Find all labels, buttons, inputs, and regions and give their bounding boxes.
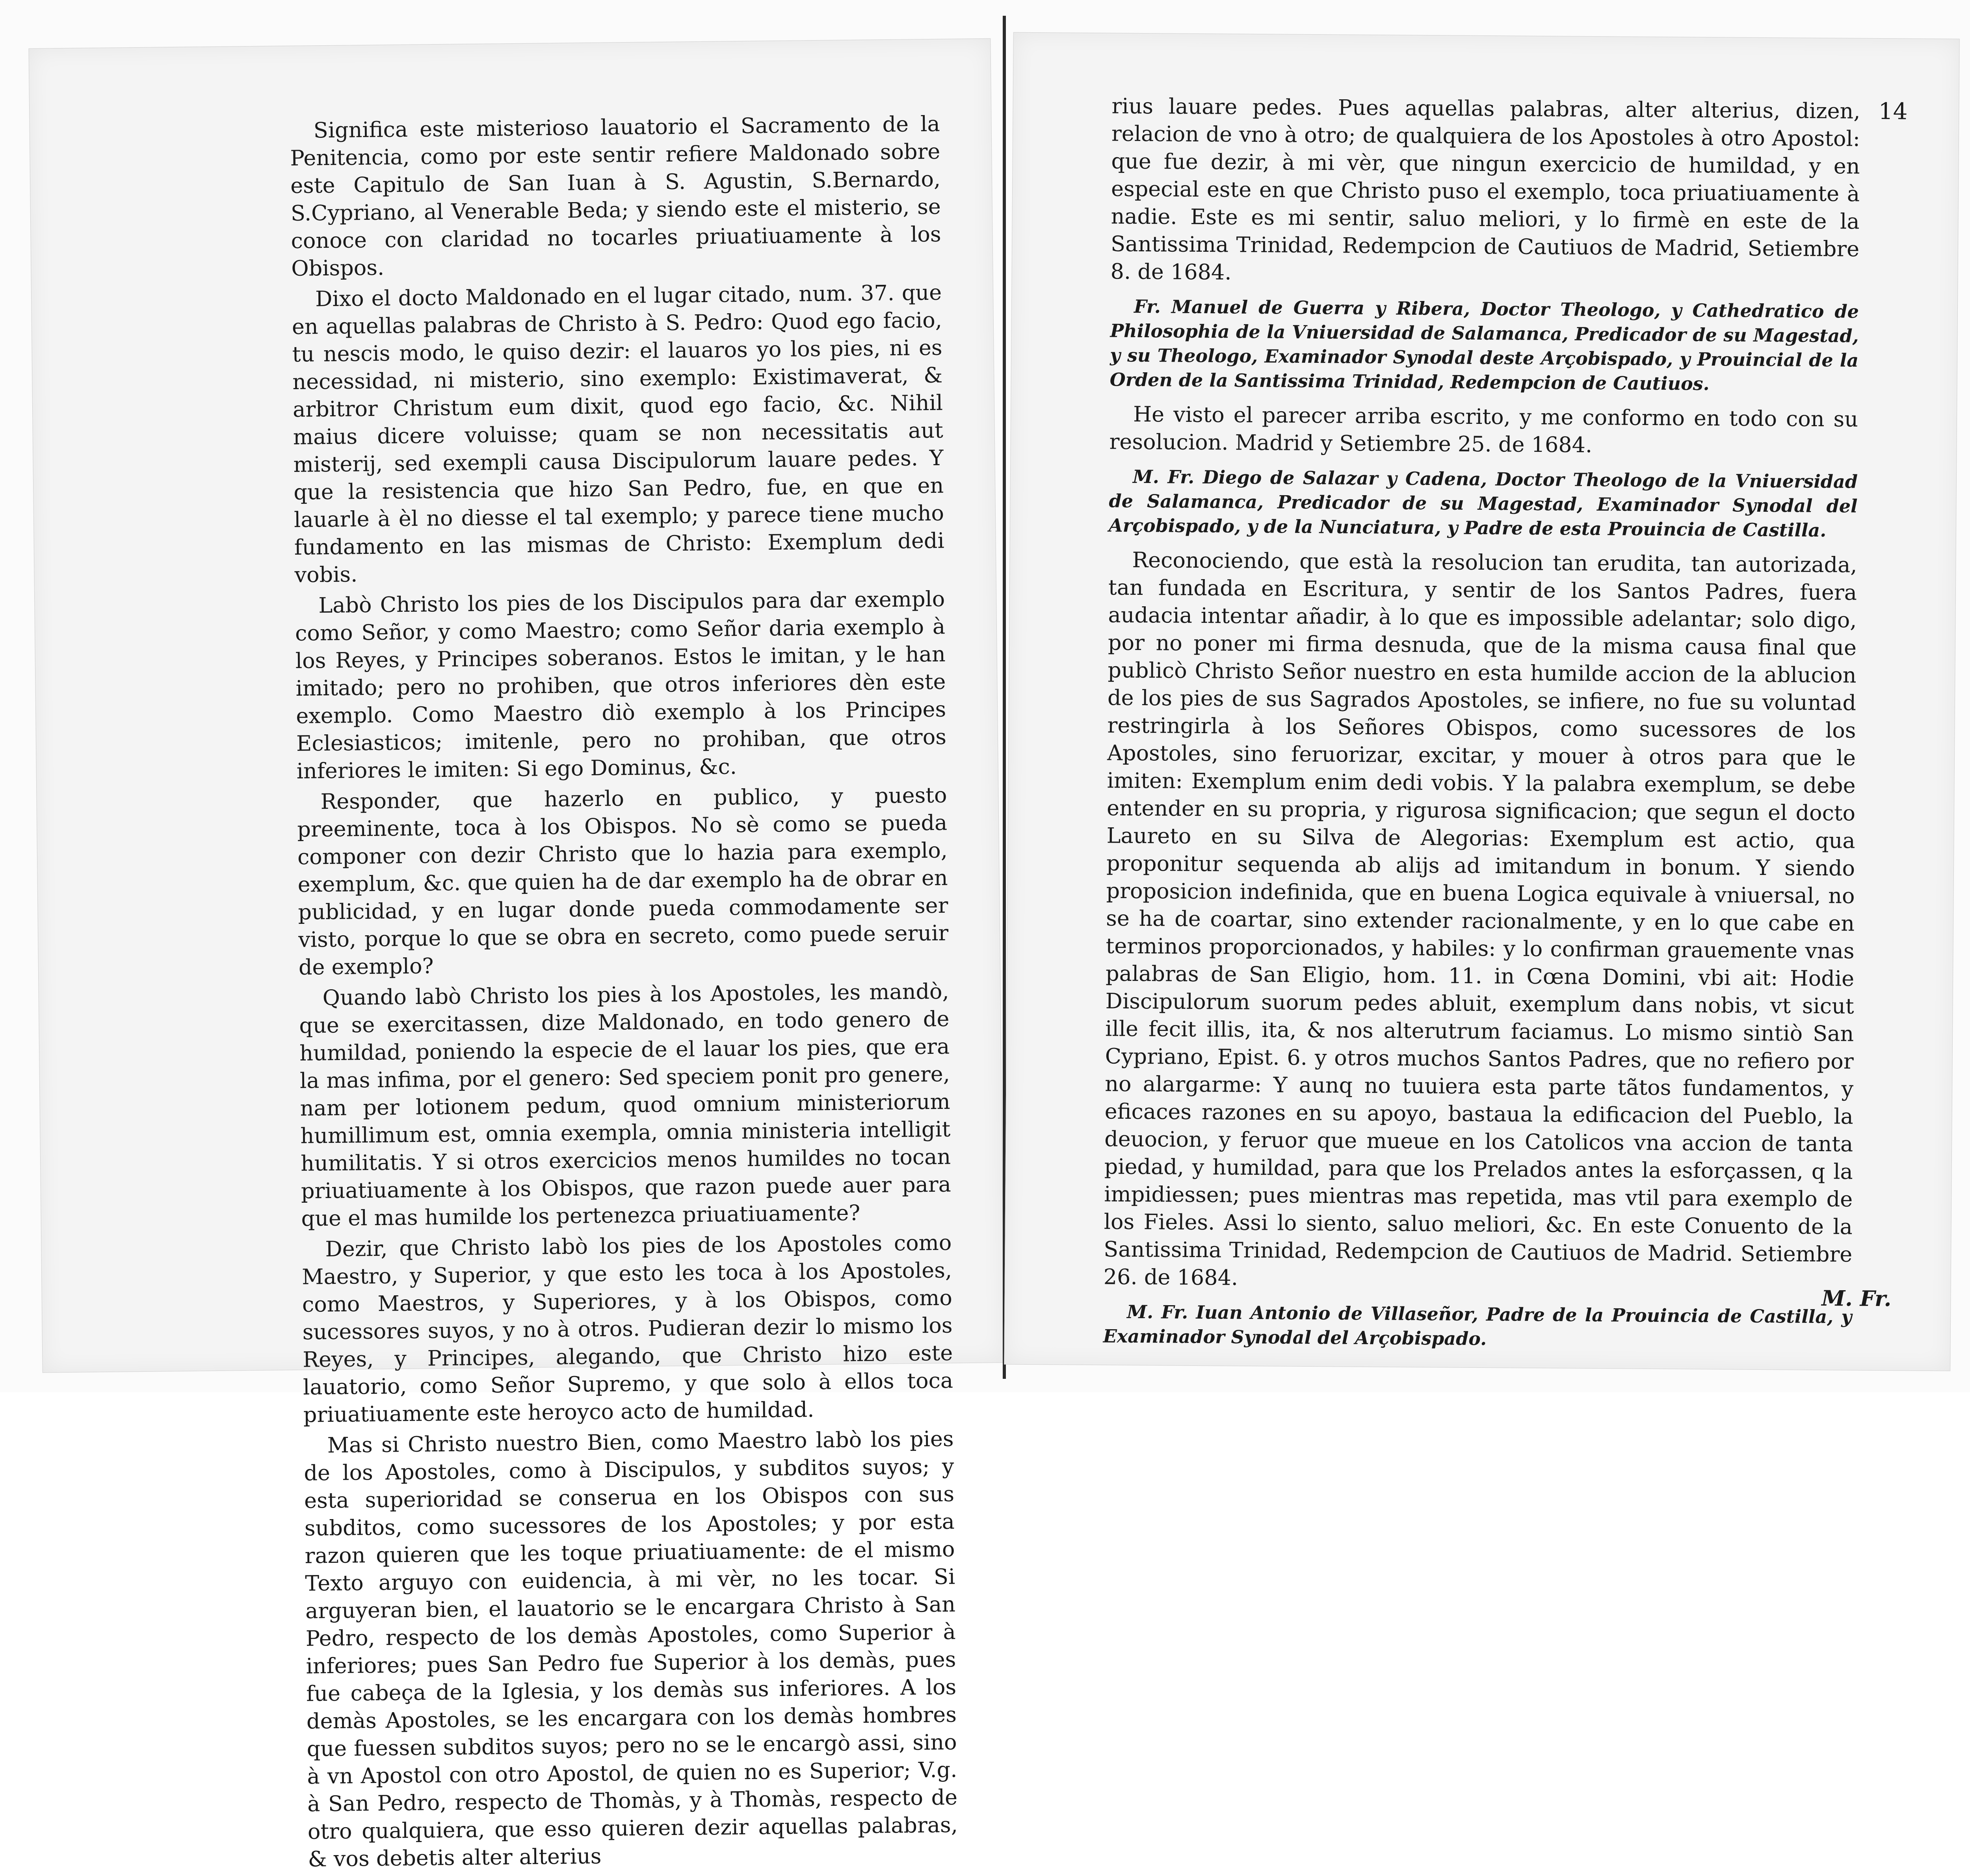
left-paragraph: Dixo el docto Maldonado en el lugar citado, num. 37. que en aquellas palabras de Christo à S. Pedro: Quod ego facio, tu nescis modo, le quiso dezir: el lauaros yo los pies, ni es necessidad, ni misterio, sino exemplo: Existimaverat, & arbitror Christum eum dixit, quod ego facio, &c. Nihil maius dicere voluisse; quam se non necessitatis aut misterij, sed exempli causa Discipulorum lauare pedes. Y que la resistencia que hizo San Pedro, fue, en que en lauarle à èl no diesse el tal exemplo; y parece tiene mucho fundamento en las mismas de Christo: Exemplum dedi vobis. — [292, 280, 945, 587]
catchword: M. Fr. — [1821, 1285, 1892, 1311]
signature-block: Fr. Manuel de Guerra y Ribera, Doctor Theologo, y Cathedratico de Philosophia de la Vniuersidad de Salamanca, Predicador de su Magestad, y su Theologo, Examinador Synodal deste Arçobispado, y Prouincial de la Orden de la Santissima Trinidad, Redempcion de Cautiuos. — [1110, 295, 1859, 395]
page-number: 14 — [1878, 97, 1908, 125]
right-page-text — [1103, 92, 1860, 1362]
left-paragraph: Responder, que hazerlo en publico, y puesto preeminente, toca à los Obispos. No sè como se pueda componer con dezir Christo que lo hazia para exemplo, exemplum, &c. que quien ha de dar exemplo ha de obrar en publicidad, y en lugar donde pueda commodamente ser visto, porque lo que se obra en secreto, como puede seruir de exemplo? — [297, 782, 949, 980]
left-page — [28, 38, 1004, 1872]
right-paragraph: He visto el parecer arriba escrito, y me conformo en todo con su resolucion. Madrid y Setiembre 25. de 1684. — [1109, 401, 1858, 457]
right-page — [1004, 32, 1960, 1371]
left-paragraph: Labò Christo los pies de los Discipulos para dar exemplo como Señor, y como Maestro; como Señor daria exemplo à los Reyes, y Principes soberanos. Estos le imitan, y le han imitado; pero no prohiben, que otros inferiores dèn este exemplo. Como Maestro diò exemplo à los Principes Eclesiasticos; imitenle, pero no prohiban, que otros inferiores le imiten: Si ego Dominus, &c. — [295, 586, 947, 784]
left-paragraph: Dezir, que Christo labò los pies de los Apostoles como Maestro, y Superior, y que esto les toca à los Apostoles, como Maestros, y Superiores, y à los Obispos, como sucessores suyos, y no à otros. Pudieran dezir lo mismo los Reyes, y Principes, alegando, que Christo hizo este lauatorio, como Señor Supremo, y que solo à ellos toca priuatiuamente este heroyco acto de humildad. — [301, 1230, 953, 1427]
signature-block: M. Fr. Iuan Antonio de Villaseñor, Padre de la Prouincia de Castilla, y Examinador Synodal del Arçobispado. — [1103, 1301, 1852, 1350]
signature-block: M. Fr. Diego de Salazar y Cadena, Doctor Theologo de la Vniuersidad de Salamanca, Predicador de su Magestad, Examinador Synodal del Arçobispado, y de la Nunciatura, y Padre de esta Prouincia de Castilla. — [1108, 466, 1858, 541]
left-paragraph: Quando labò Christo los pies à los Apostoles, les mandò, que se exercitassen, dize Maldonado, en todo genero de humildad, poniendo la especie de el lauar los pies, que era la mas infima, por el genero: Sed speciem ponit pro genere, nam per lotionem pedum, quod omnium ministeriorum humillimum est, omnia exempla, omnia ministeria intelligit humilitatis. Y si otros exercicios menos humildes no tocan priuatiuamente à los Obispos, que razon puede auer para que el mas humilde los pertenezca priuatiuamente? — [299, 979, 952, 1231]
right-paragraph: Reconociendo, que està la resolucion tan erudita, tan autorizada, tan fundada en Escritura, y sentir de los Santos Padres, fuera audacia intentar añadir, à lo que es impossible adelantar; solo digo, por no poner mi firma desnuda, que de la misma causa final que publicò Christo Señor nuestro en esta humilde accion de la ablucion de los pies de sus Sagrados Apostoles, se infiere, no fue su voluntad restringirla à los Señores Obispos, como sucessores de los Apostoles, sino feruorizar, excitar, y mouer à otros para que le imiten: Exemplum enim dedi vobis. Y la palabra exemplum, se debe entender en su propria, y rigurosa significacion; que segun el docto Laureto en su Silva de Alegorias: Exemplum est actio, qua proponitur sequenda ab alijs ad imitandum in bonum. Y siendo proposicion indefinida, que en buena Logica equivale à vniuersal, no se ha de coartar, sino extender racionalmente, y en lo que cabe en terminos proporcionados, y habiles: y lo confirman grauemente vnas palabras de San Eligio, hom. 11. in Cœna Domini, vbi ait: Hodie Discipulorum suorum pedes abluit, exemplum dans nobis, vt sicut ille fecit illis, ita, & nos alterutrum faciamus. Lo mismo sintiò San Cypriano, Epist. 6. y otros muchos Santos Padres, que no refiero por no alargarme: Y aunq no tuuiera esta parte tãtos fundamentos, y eficaces razones en su apoyo, bastaua la edificacion del Pueblo, la deuocion, y feruor que mueue en los Catolicos vna accion de tanta piedad, y humildad, para que los Prelados antes la esforçassen, q la impidiessen; pues mientras mas repetida, mas vtil para exemplo de los Fieles. Assi lo siento, saluo meliori, &c. En este Conuento de la Santissima Trinidad, Redempcion de Cautiuos de Madrid. Setiembre 26. de 1684. — [1103, 547, 1857, 1290]
right-paragraph: rius lauare pedes. Pues aquellas palabras, alter alterius, dizen, relacion de vno à otro; de qualquiera de los Apostoles à otro Apostol: que fue dezir, à mi vèr, que ningun exercicio de humildad, y en especial este en que Christo puso el exemplo, toca priuatiuamente à nadie. Este es mi sentir, saluo meliori, y lo firmè en este de la Santissima Trinidad, Redempcion de Cautiuos de Madrid, Setiembre 8. de 1684. — [1110, 93, 1860, 285]
left-page-text — [290, 110, 958, 1873]
left-paragraph: Significa este misterioso lauatorio el Sacramento de la Penitencia, como por este sentir refiere Maldonado sobre este Capitulo de San Iuan à S. Agustin, S.Bernardo, S.Cypriano, al Venerable Beda; y siendo este el misterio, se conoce con claridad no tocarles priuatiuamente à los Obispos. — [290, 111, 941, 281]
left-paragraph: Mas si Christo nuestro Bien, como Maestro labò los pies de los Apostoles, como à Discipulos, y subditos suyos; y esta superioridad se conserua en los Obispos con sus subditos, como sucessores de los Apostoles; y por esta razon quieren que les toque priuatiuamente: de el mismo Texto arguyo con euidencia, à mi vèr, no les tocar. Si arguyeran bien, el lauatorio se le encargara Christo à San Pedro, respecto de los demàs Apostoles, como Superior à inferiores; pues San Pedro fue Superior à los demàs, pues fue cabeça de la Iglesia, y los demàs sus inferiores. A los demàs Apostoles, se les encargara con los demàs hombres que fuessen subditos suyos; pero no se le encargò assi, sino à vn Apostol con otro Apostol, de quien no es Superior; V.g. à San Pedro, respecto de Thomàs, y à Thomàs, respecto de otro qualquiera, que esso quieren dezir aquellas palabras, & vos debetis alter alterius — [304, 1426, 958, 1872]
